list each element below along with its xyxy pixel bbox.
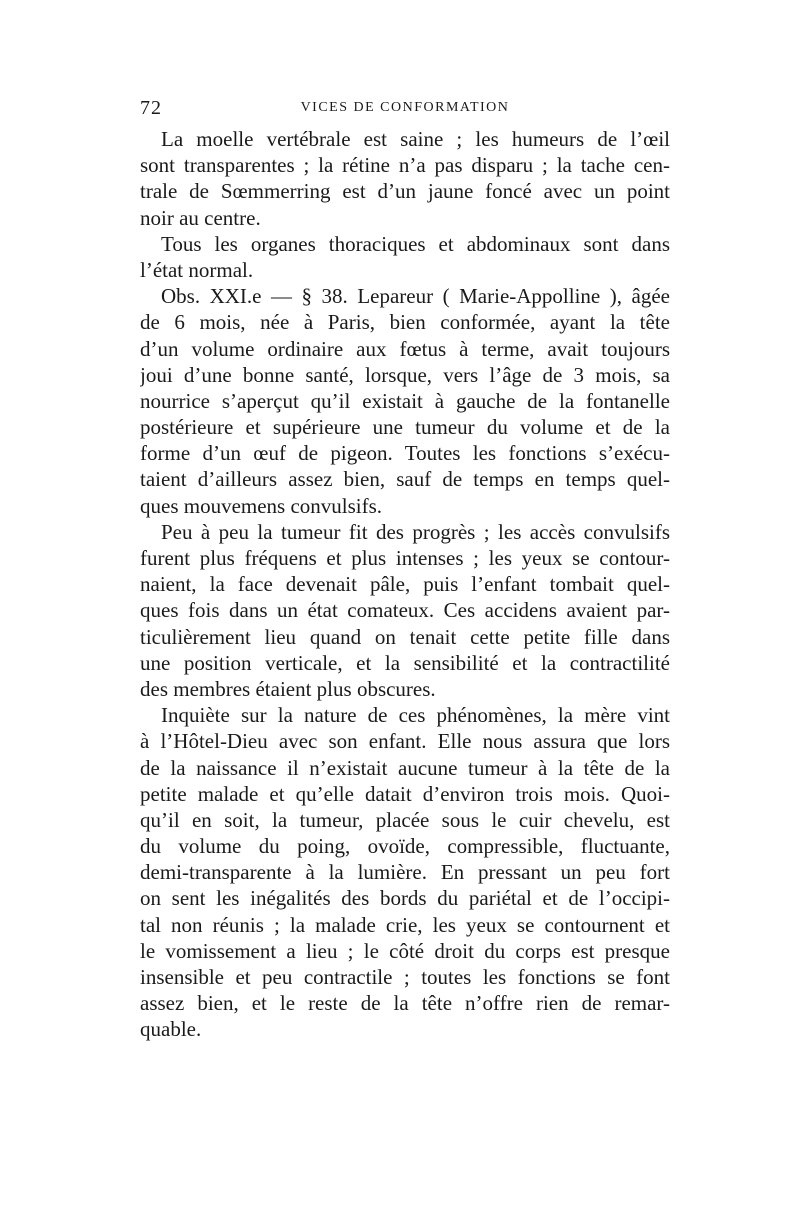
text-line: Inquiète sur la nature de ces phénomènes, la mère vint (161, 703, 670, 728)
text-line: petite malade et qu’elle datait d’environ trois mois. Quoi- (140, 781, 670, 806)
text-line: noir au centre. (140, 205, 261, 230)
text-line: de la naissance il n’existait aucune tumeur à la tête de la (140, 755, 670, 780)
text-line: du volume du poing, ovoïde, compressible, fluctuante, (140, 834, 670, 859)
text-line: qu’il en soit, la tumeur, placée sous le cuir chevelu, est (140, 807, 670, 832)
text-line: taient d’ailleurs assez bien, sauf de temps en temps quel- (140, 467, 670, 492)
text-line: forme d’un œuf de pigeon. Toutes les fonctions s’exécu- (140, 441, 670, 466)
text-line: quable. (140, 1017, 202, 1042)
text-line: on sent les inégalités des bords du pariétal et de l’occipi- (140, 886, 670, 911)
text-line: insensible et peu contractile ; toutes les fonctions se font (140, 965, 670, 989)
text-line: postérieure et supérieure une tumeur du volume et de la (140, 415, 670, 440)
running-head (140, 96, 670, 120)
text-line: sont transparentes ; la rétine n’a pas disparu ; la tache cen- (140, 153, 670, 178)
page-number: 72 (140, 97, 162, 119)
text-line: des membres étaient plus obscures. (140, 676, 436, 701)
text-line: le vomissement a lieu ; le côté droit du corps est presque (140, 938, 670, 963)
text-line: de 6 mois, née à Paris, bien conformée, ayant la tête (140, 310, 670, 335)
text-line: La moelle vertébrale est saine ; les humeurs de l’œil (161, 127, 670, 151)
text-line: une position verticale, et la sensibilité et la contractilité (140, 650, 670, 675)
text-line: Obs. XXI.e — § 38. Lepareur ( Marie-Appolline ), âgée (161, 284, 670, 309)
text-line: ticulièrement lieu quand on tenait cette petite fille dans (140, 624, 670, 649)
text-line: assez bien, et le reste de la tête n’offre rien de remar- (140, 991, 670, 1016)
text-line: d’un volume ordinaire aux fœtus à terme, avait toujours (140, 336, 670, 361)
text-line: Peu à peu la tumeur fit des progrès ; les accès convulsifs (161, 519, 670, 544)
text-line: trale de Sœmmerring est d’un jaune foncé avec un point (140, 179, 670, 204)
text-line: Tous les organes thoraciques et abdominaux sont dans (161, 231, 670, 256)
running-title: VICES DE CONFORMATION (300, 100, 510, 115)
text-line: l’état normal. (140, 257, 254, 282)
text-line: furent plus fréquens et plus intenses ; les yeux se contour- (140, 546, 670, 570)
text-line: à l’Hôtel-Dieu avec son enfant. Elle nous assura que lors (140, 729, 670, 754)
text-line: ques mouvemens convulsifs. (140, 493, 383, 518)
text-line: ques fois dans un état comateux. Ces accidens avaient par- (140, 598, 670, 623)
text-line: tal non réunis ; la malade crie, les yeux se contournent et (140, 912, 670, 937)
text-line: joui d’une bonne santé, lorsque, vers l’âge de 3 mois, sa (140, 362, 670, 387)
text-line: nourrice s’aperçut qu’il existait à gauche de la fontanelle (140, 388, 670, 413)
text-line: demi-transparente à la lumière. En pressant un peu fort (140, 860, 670, 885)
body-text (140, 126, 670, 1043)
text-line: naient, la face devenait pâle, puis l’enfant tombait quel- (140, 572, 670, 597)
